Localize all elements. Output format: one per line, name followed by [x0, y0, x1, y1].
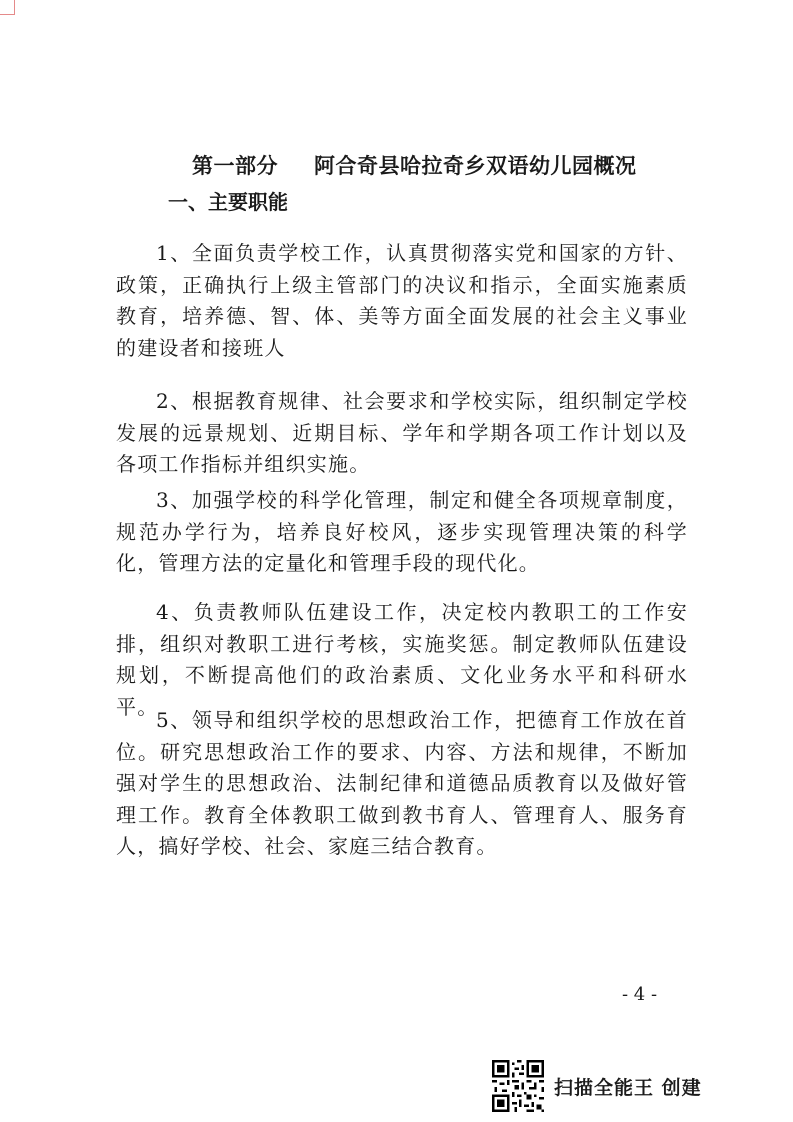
part-label: 第一部分 [192, 154, 278, 178]
paragraph-4: 4、负责教师队伍建设工作，决定校内教职工的工作安排，组织对教职工进行考核，实施奖惩。制定教师队伍建设规划，不断提高他们的政治素质、文化业务水平和科研水平。 [116, 600, 688, 719]
qr-code-icon [492, 1060, 544, 1112]
scanner-watermark [492, 1060, 702, 1112]
paragraph-3: 3、加强学校的科学化管理，制定和健全各项规章制度，规范办学行为，培养良好校风，逐步实现管理决策的科学化，管理方法的定量化和管理手段的现代化。 [116, 488, 688, 575]
paragraph-5: 5、领导和组织学校的思想政治工作，把德育工作放在首位。研究思想政治工作的要求、内容、方法和规律，不断加强对学生的思想政治、法制纪律和道德品质教育以及做好管理工作。教育全体教职工做到教书育人、管理育人、服务育人，搞好学校、社会、家庭三结合教育。 [116, 708, 688, 858]
page-number: - 4 - [622, 984, 658, 1005]
part-heading [192, 150, 637, 180]
paragraph-2: 2、根据教育规律、社会要求和学校实际，组织制定学校发展的远景规划、近期目标、学年和学期各项工作计划以及各项工作指标并组织实施。 [116, 389, 688, 476]
section-title: 一、主要职能 [168, 190, 288, 214]
part-title: 阿合奇县哈拉奇乡双语幼儿园概况 [314, 154, 637, 178]
paragraph-1: 1、全面负责学校工作，认真贯彻落实党和国家的方针、政策，正确执行上级主管部门的决议和指示，全面实施素质教育，培养德、智、体、美等方面全面发展的社会主义事业的建设者和接班人 [116, 241, 688, 360]
scanner-watermark-label: 扫描全能王 创建 [554, 1076, 702, 1099]
scan-corner-mark [0, 0, 15, 15]
